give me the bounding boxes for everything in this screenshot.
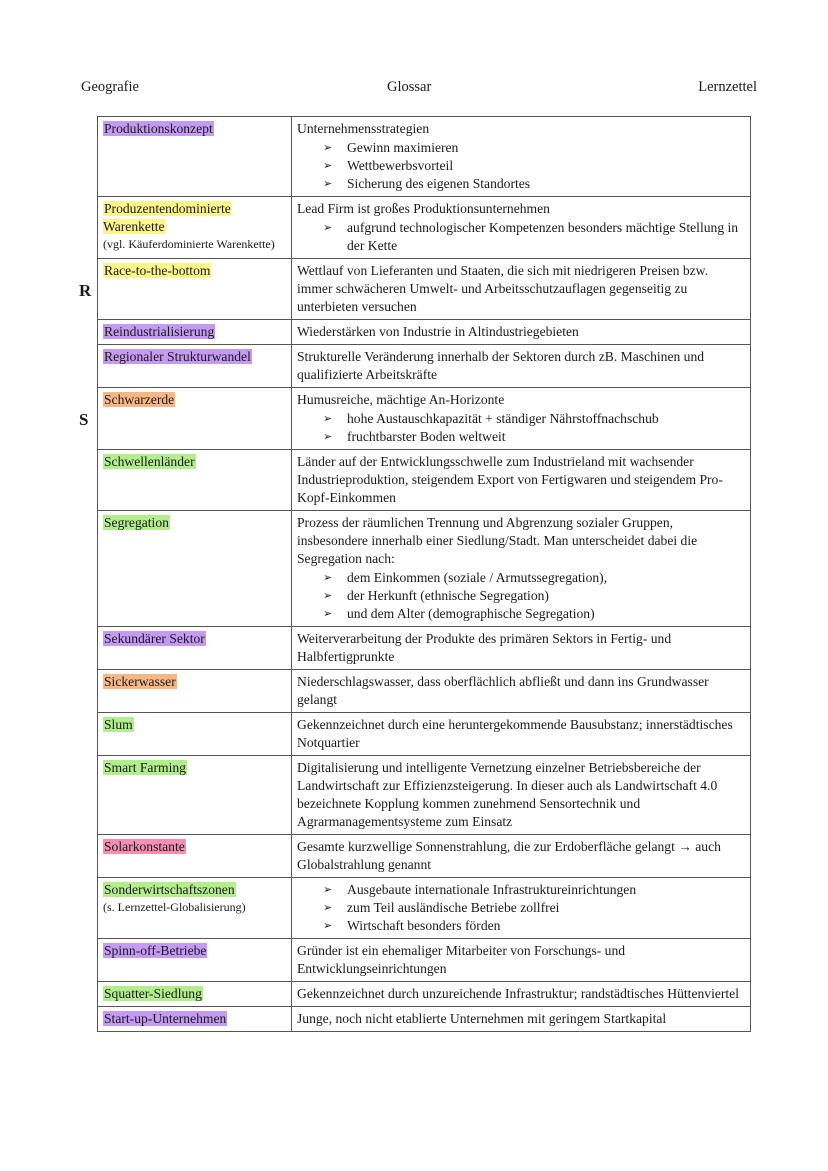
glossary-term: Produktionskonzept	[104, 121, 213, 136]
glossary-term: Squatter-Siedlung	[104, 986, 202, 1001]
glossary-term: Spinn-off-Betriebe	[104, 943, 207, 958]
term-cell	[98, 117, 292, 197]
arrow-bullet-icon: ➢	[323, 141, 333, 154]
definition-cell	[292, 259, 751, 320]
definition-text: Gesamte kurzwellige Sonnenstrahlung, die zur Erdoberfläche gelangt → auch Globalstrahlung genannt	[297, 839, 721, 872]
definition-cell	[292, 320, 751, 345]
definition-text: Wiederstärken von Industrie in Altindustriegebieten	[297, 324, 579, 339]
bullet-list	[297, 219, 745, 255]
section-letter-r: R	[79, 281, 92, 300]
glossary-row	[98, 670, 751, 713]
term-cell	[98, 878, 292, 939]
term-cell	[98, 835, 292, 878]
page-title: Glossar	[387, 79, 432, 95]
term-cell	[98, 982, 292, 1007]
bullet-item	[323, 428, 745, 446]
glossary-term: Slum	[104, 717, 133, 732]
bullet-item	[323, 899, 745, 917]
definition-text: Wettlauf von Lieferanten und Staaten, die sich mit niedrigeren Preisen bzw. immer schwächeren Umwelt- und Arbeitsschutzauflagen gegenseitig zu unterbieten versuchen	[297, 263, 708, 314]
term-cell	[98, 511, 292, 627]
definition-text: Lead Firm ist großes Produktionsunternehmen	[297, 201, 550, 216]
term-cell	[98, 713, 292, 756]
glossary-table	[97, 116, 751, 1032]
bullet-text: Wettbewerbsvorteil	[347, 158, 454, 173]
glossary-row	[98, 713, 751, 756]
term-cell	[98, 756, 292, 835]
bullet-text: aufgrund technologischer Kompetenzen besonders mächtige Stellung in der Kette	[347, 220, 739, 253]
definition-cell	[292, 835, 751, 878]
bullet-item	[323, 587, 745, 605]
definition-text: Länder auf der Entwicklungsschwelle zum Industrieland mit wachsender Industrieproduktion, steigendem Export von Fertigwaren und steigendem Pro-Kopf-Einkommen	[297, 454, 723, 505]
glossary-row	[98, 1007, 751, 1032]
definition-cell	[292, 627, 751, 670]
definition-text: Niederschlagswasser, dass oberflächlich abfließt und dann ins Grundwasser gelangt	[297, 674, 709, 707]
definition-cell	[292, 878, 751, 939]
glossary-term: Smart Farming	[104, 760, 186, 775]
bullet-text: dem Einkommen (soziale / Armutssegregation),	[347, 570, 608, 585]
bullet-item	[323, 605, 745, 623]
glossary-term: Sekundärer Sektor	[104, 631, 205, 646]
term-cell	[98, 388, 292, 450]
page-header	[81, 79, 757, 99]
bullet-item	[323, 157, 745, 175]
bullet-text: Ausgebaute internationale Infrastruktureinrichtungen	[347, 882, 637, 897]
definition-cell	[292, 756, 751, 835]
definition-cell	[292, 713, 751, 756]
document-type-label: Lernzettel	[698, 79, 757, 95]
term-cell	[98, 259, 292, 320]
arrow-bullet-icon: ➢	[323, 607, 333, 620]
bullet-text: hohe Austauschkapazität + ständiger Nährstoffnachschub	[347, 411, 659, 426]
glossary-term: Produzentendominierte Warenkette	[103, 201, 231, 234]
glossary-term: Schwellenländer	[104, 454, 195, 469]
definition-cell	[292, 939, 751, 982]
glossary-row	[98, 117, 751, 197]
definition-text: Humusreiche, mächtige An-Horizonte	[297, 392, 505, 407]
glossary-row	[98, 259, 751, 320]
arrow-bullet-icon: ➢	[323, 221, 333, 234]
definition-text: Prozess der räumlichen Trennung und Abgrenzung sozialer Gruppen, insbesondere innerhalb einer Siedlung/Stadt. Man unterscheidet dabei die Segregation nach:	[297, 515, 698, 566]
term-cell	[98, 450, 292, 511]
term-cell	[98, 345, 292, 388]
glossary-row	[98, 982, 751, 1007]
glossary-row	[98, 939, 751, 982]
arrow-bullet-icon: ➢	[323, 159, 333, 172]
term-note: (s. Lernzettel-Globalisierung)	[103, 900, 246, 914]
glossary-term: Regionaler Strukturwandel	[104, 349, 251, 364]
definition-cell	[292, 511, 751, 627]
definition-text: Strukturelle Veränderung innerhalb der Sektoren durch zB. Maschinen und qualifizierte Arbeitskräfte	[297, 349, 705, 382]
term-cell	[98, 939, 292, 982]
definition-text: Gründer ist ein ehemaliger Mitarbeiter von Forschungs- und Entwicklungseinrichtungen	[297, 943, 626, 976]
glossary-row	[98, 756, 751, 835]
glossary-row	[98, 320, 751, 345]
glossary-term: Sonderwirtschaftszonen	[104, 882, 235, 897]
glossary-term: Schwarzerde	[104, 392, 175, 407]
bullet-item	[323, 219, 745, 255]
definition-cell	[292, 345, 751, 388]
arrow-bullet-icon: ➢	[323, 412, 333, 425]
bullet-item	[323, 881, 745, 899]
glossary-row	[98, 511, 751, 627]
glossary-row	[98, 627, 751, 670]
arrow-bullet-icon: ➢	[323, 883, 333, 896]
glossary-row	[98, 388, 751, 450]
bullet-list	[297, 881, 745, 935]
definition-cell	[292, 197, 751, 259]
arrow-bullet-icon: ➢	[323, 177, 333, 190]
bullet-list	[297, 569, 745, 623]
term-cell	[98, 320, 292, 345]
bullet-item	[323, 569, 745, 587]
section-letter-s: S	[79, 410, 89, 429]
arrow-bullet-icon: ➢	[323, 919, 333, 932]
glossary-term: Race-to-the-bottom	[104, 263, 211, 278]
glossary-term: Reindustrialisierung	[104, 324, 215, 339]
definition-text: Weiterverarbeitung der Produkte des primären Sektors in Fertig- und Halbfertigprunkte	[297, 631, 672, 664]
term-cell	[98, 627, 292, 670]
term-cell	[98, 1007, 292, 1032]
bullet-text: Sicherung des eigenen Standortes	[347, 176, 531, 191]
glossary-row	[98, 345, 751, 388]
bullet-item	[323, 175, 745, 193]
definition-text: Unternehmensstrategien	[297, 121, 430, 136]
bullet-item	[323, 410, 745, 428]
definition-cell	[292, 388, 751, 450]
bullet-list	[297, 139, 745, 193]
bullet-item	[323, 917, 745, 935]
definition-cell	[292, 670, 751, 713]
definition-text: Gekennzeichnet durch eine heruntergekommende Bausubstanz; innerstädtisches Notquartier	[297, 717, 733, 750]
definition-cell	[292, 450, 751, 511]
definition-text: Junge, noch nicht etablierte Unternehmen mit geringem Startkapital	[297, 1011, 667, 1026]
bullet-text: zum Teil ausländische Betriebe zollfrei	[347, 900, 560, 915]
bullet-list	[297, 410, 745, 446]
definition-cell	[292, 1007, 751, 1032]
glossary-term: Segregation	[104, 515, 169, 530]
bullet-text: Gewinn maximieren	[347, 140, 459, 155]
glossary-term: Start-up-Unternehmen	[104, 1011, 227, 1026]
bullet-text: Wirtschaft besonders förden	[347, 918, 501, 933]
bullet-text: und dem Alter (demographische Segregation)	[347, 606, 595, 621]
bullet-text: fruchtbarster Boden weltweit	[347, 429, 506, 444]
glossary-row	[98, 878, 751, 939]
glossary-term: Sickerwasser	[104, 674, 176, 689]
arrow-bullet-icon: ➢	[323, 901, 333, 914]
definition-text: Gekennzeichnet durch unzureichende Infrastruktur; randstädtisches Hüttenviertel	[297, 986, 739, 1001]
definition-cell	[292, 982, 751, 1007]
bullet-item	[323, 139, 745, 157]
arrow-bullet-icon: ➢	[323, 571, 333, 584]
definition-text: Digitalisierung und intelligente Vernetzung einzelner Betriebsbereiche der Landwirtschaft zur Effizienzsteigerung. In dieser auch als Landwirtschaft 4.0 bezeichnete Kopplung kommen zunehmend Sensortechnik und Agrarmanagementsysteme zum Einsatz	[297, 760, 718, 829]
arrow-bullet-icon: ➢	[323, 430, 333, 443]
arrow-bullet-icon: ➢	[323, 589, 333, 602]
term-cell	[98, 670, 292, 713]
subject-label: Geografie	[81, 79, 139, 95]
term-note: (vgl. Käuferdominierte Warenkette)	[103, 237, 275, 251]
glossary-row	[98, 450, 751, 511]
glossary-term: Solarkonstante	[104, 839, 185, 854]
bullet-text: der Herkunft (ethnische Segregation)	[347, 588, 549, 603]
glossary-row	[98, 835, 751, 878]
term-cell	[98, 197, 292, 259]
definition-cell	[292, 117, 751, 197]
glossary-row	[98, 197, 751, 259]
